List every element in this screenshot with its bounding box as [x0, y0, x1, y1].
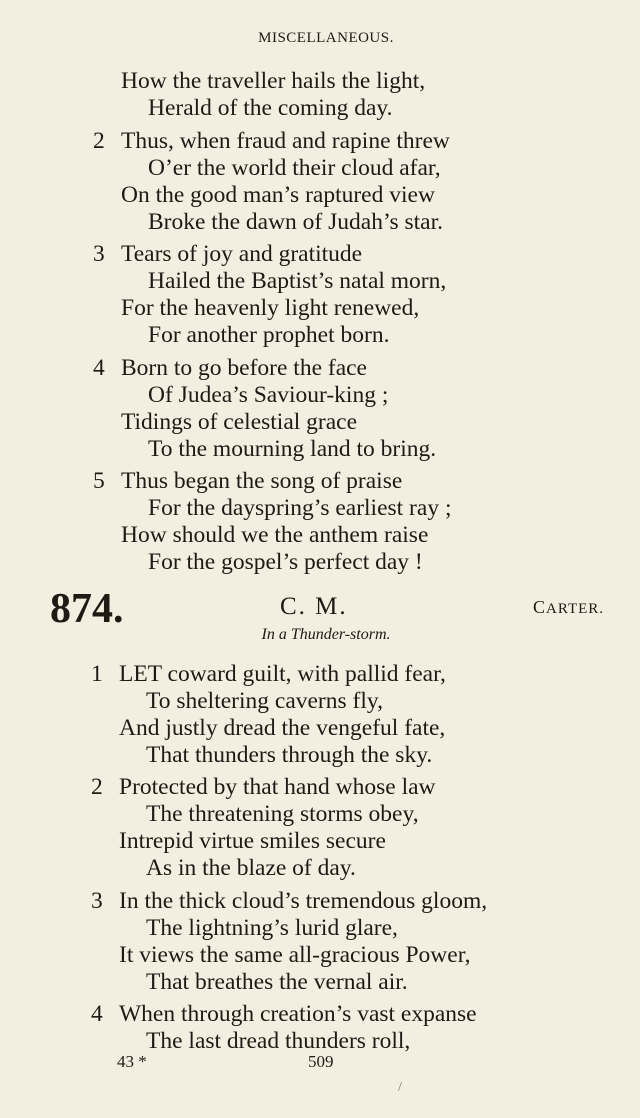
- verse-line: Of Judea’s Saviour-king ;: [148, 382, 389, 408]
- verse-line: The threatening storms obey,: [146, 801, 419, 827]
- hymn-subtitle: In a Thunder-storm.: [261, 626, 391, 643]
- verse-line: For the dayspring’s earliest ray ;: [148, 495, 452, 521]
- verse-line: For the heavenly light renewed,: [121, 295, 420, 321]
- stanza-number: 3: [91, 888, 103, 914]
- stanza-number: 4: [93, 355, 105, 381]
- verse-line: Born to go before the face: [121, 355, 367, 381]
- page-number: 509: [308, 1052, 334, 1071]
- verse-line: As in the blaze of day.: [146, 855, 356, 881]
- verse-line: On the good man’s raptured view: [121, 182, 435, 208]
- verse-line: To the mourning land to bring.: [148, 436, 437, 462]
- verse-line: It views the same all-gracious Power,: [119, 942, 471, 968]
- verse-line: How should we the anthem raise: [121, 522, 429, 548]
- verse-line: Intrepid virtue smiles secure: [119, 828, 386, 854]
- verse-line: Tidings of celestial grace: [121, 409, 358, 435]
- verse-line: O’er the world their cloud afar,: [148, 155, 441, 181]
- verse-line: The last dread thunders roll,: [146, 1028, 411, 1054]
- verse-line: The lightning’s lurid glare,: [146, 915, 398, 941]
- verse-line: Herald of the coming day.: [148, 95, 393, 121]
- verse-line: In the thick cloud’s tremendous gloom,: [119, 888, 488, 914]
- verse-line: For another prophet born.: [148, 322, 390, 348]
- stanza-number: 3: [93, 241, 105, 267]
- verse-line: LET coward guilt, with pallid fear,: [119, 661, 446, 687]
- running-head: MISCELLANEOUS.: [258, 30, 394, 46]
- hymn-meter: C. M.: [280, 593, 348, 620]
- verse-line: Broke the dawn of Judah’s star.: [148, 209, 444, 235]
- signature-mark: 43 *: [117, 1052, 147, 1071]
- stanza-number: 2: [91, 774, 103, 800]
- verse-line: When through creation’s vast expanse: [119, 1001, 477, 1027]
- stanza-number: 4: [91, 1001, 103, 1027]
- verse-line: For the gospel’s perfect day !: [148, 549, 423, 575]
- verse-line: Thus began the song of praise: [121, 468, 403, 494]
- verse-line: Protected by that hand whose law: [119, 774, 436, 800]
- hymn-composer: CARTER.: [533, 597, 605, 617]
- stray-mark: /: [398, 1080, 402, 1095]
- verse-line: That thunders through the sky.: [146, 742, 433, 768]
- verse-line: Thus, when fraud and rapine threw: [121, 128, 450, 154]
- verse-line: That breathes the vernal air.: [146, 969, 408, 995]
- stanza-number: 1: [91, 661, 103, 687]
- verse-line: Hailed the Baptist’s natal morn,: [148, 268, 447, 294]
- hymn-number: 874.: [50, 586, 124, 632]
- stanza-number: 2: [93, 128, 105, 154]
- verse-line: Tears of joy and gratitude: [121, 241, 363, 267]
- verse-line: And justly dread the vengeful fate,: [119, 715, 446, 741]
- stanza-number: 5: [93, 468, 105, 494]
- verse-line: To sheltering caverns fly,: [146, 688, 383, 714]
- verse-line: How the traveller hails the light,: [121, 68, 426, 94]
